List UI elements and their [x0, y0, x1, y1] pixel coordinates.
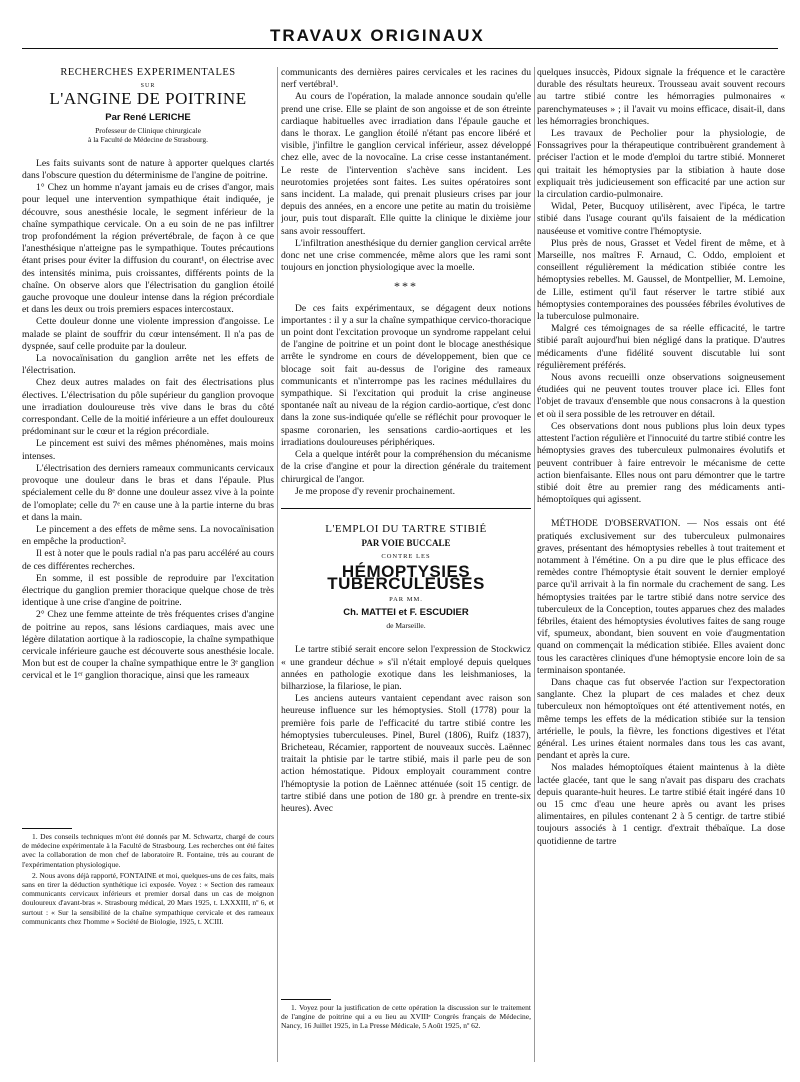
method-paragraph: [537, 518, 785, 677]
article2-title-line: L'EMPLOI DU TARTRE STIBIÉ: [325, 522, 487, 535]
paragraph: Au cours de l'opération, la malade annonce soudain qu'elle prend une crise. Elle se plaint de son angoisse et de son étreinte cardiaque habituelles avec irradiation dans l'épaule gauche et dans le thorax. Le ganglion étoilé n'étant pas encore libéré et visible, j'infiltre le ganglion cervical inférieur, assez développé chez elle, avec de la novocaïne. La crise cesse instantanément. Le reste de l'intervention s'achève sans incident. Les neurotomies projetées sont faites. Les suites opératoires sont sans incident. La malade, qui prenait plusieurs crises par jour depuis des années, en a encore une petite au matin du troisième jour, puis tout disparaît. Elle quitte la clinique le dixième jour sans avoir ressouffert.: [281, 91, 531, 237]
method-text: — Nos essais ont été pratiqués exclusivement sur des tuberculeux pulmonaires graves, présentant des hémoptysies rebelles à tout traitement et notamment à l'émétine. On a pu dire que le plus efficace des remèdes contre l'hémoptysie était souvent le dernier employé parce qu'il arrivait à la fin normale du crachement de sang. Les hémoptysies traitées par le tartre stibié dans notre service des tuberculeux de la Conception, toutes apparues chez des malades fébriles, étaient des hémoptysies évolutives faites de sang rouge vif, spumeux, abondant, bien souvent en voie d'augmentation quand on commençait la médication stibiée. Elles avaient donc tous les caractères cliniques d'une hémoptysie encore loin de sa terminaison spontanée.: [537, 518, 785, 676]
paragraph: Cela a quelque intérêt pour la compréhension du mécanisme de la crise d'angine et pour la direction générale du traitement chirurgical de l'angor.: [281, 449, 531, 485]
paragraph: quelques insuccès, Pidoux signale la fréquence et le caractère durable des résultats heureux. Trousseau avait souvent recours au tartre stibié contre les hémorragies pulmonaires « parenchymateuses » ; il l'avait vu moins efficace, disait-il, dans les hémorragies bronchiques.: [537, 67, 785, 127]
column-divider: [534, 67, 535, 1062]
paragraph: Cette douleur donne une violente impression d'angoisse. Le malade se plaint de souffrir du cœur intensément. Il n'a pas de dyspnée, sauf celle produite par la douleur.: [22, 316, 274, 352]
article2-par: PAR MM.: [389, 595, 423, 603]
article-separator: [281, 508, 531, 509]
footnote: 1. Des conseils techniques m'ont été donnés par M. Schwartz, chargé de cours de médecine expérimentale à la Faculté de Strasbourg. Les recherches ont été faites avec la collaboration de mon chef de laboratoire R. Fontaine, très au courant de l'expérimentation physiologique.: [22, 832, 274, 869]
column-divider: [277, 67, 278, 1062]
paragraph: Nos malades hémoptoïques étaient maintenus à la diète lactée glacée, tant que le sang n'avait pas disparu des crachats depuis quarante-huit heures. Le tartre stibié était ingéré dans 10 ou 15 cmc d'eau une heure après ou avant les prises alimentaires, en pilules contenant 2 à 5 centigr. de tartre stibié toujours associés à 1 centigr. d'extrait thébaïque. La dose quotidienne de tartre: [537, 762, 785, 847]
paragraph: Les faits suivants sont de nature à apporter quelques clartés dans l'obscure question du déterminisme de l'angine de poitrine.: [22, 157, 274, 182]
paragraph: Les anciens auteurs vantaient cependant avec raison son heureuse influence sur les hémoptysies. Stoll (1778) pour la première fois parle de l'efficacité du tartre stibié contre les hémoptysies tuberculeuses. Pinel, Burel (1806), Ruifz (1837), Bricheteau, Récamier, rapportent de nouveaux succès. Laënnec traitait la phtisie par le tartre stibié, mais il parle peu de son action hémostatique. Pidoux employait couramment contre l'hémoptysie la potion de Laënnec atténuée (soit 15 centigr. de tartre stibié dans une potion de 180 gr. à prendre en trente-six heures). Avec: [281, 693, 531, 814]
footnote: 2. Nous avons déjà rapporté, FONTAINE et moi, quelques-uns de ces faits, mais sans en tirer la déduction synthétique ici exposée. Voyez : « Section des rameaux communicants cervicaux inférieurs et premier dorsal dans un cas de moignon douloureux d'avant-bras ». Strasbourg médical, 20 Mars 1925, t. LXXXIII, nº 6, et surtout : « Sur la sensibilité de la chaîne sympathique cervicale et des rameaux communicants chez l'homme » Société de Biologie, 1925, t. XCIII.: [22, 870, 274, 926]
paragraph: Nous avons recueilli onze observations soigneusement étudiées qui ne peuvent toutes trouver place ici. Elles font l'objet de travaux d'ensemble que nous consacrons à la question et où il sera possible de les retrouver en détail.: [537, 372, 785, 420]
article1-title: L'ANGINE DE POITRINE: [49, 89, 247, 109]
paragraph: L'électrisation des derniers rameaux communicants cervicaux provoque une douleur dans le bras et dans l'épaule. Plus spécialement celle du 8ᵉ donne une douleur assez vive à la pointe de l'omoplate; celle du 7ᵉ en cause une à la partie interne du bras et dans la main.: [22, 462, 274, 523]
article2-title: HÉMOPTYSIES TUBERCULEUSES: [327, 561, 485, 593]
paragraph: En somme, il est possible de reproduire par l'excitation électrique du ganglion premier thoracique quelque chose de très identique à une crise d'angine de poitrine.: [22, 572, 274, 609]
paragraph: 1° Chez un homme n'ayant jamais eu de crises d'angor, mais pour lequel une intervention sympathique était indiquée, je découvre, sous anesthésie locale, le segment inférieur de la chaîne sympathique cervicale. On a eu soin de ne pas infiltrer trop profondément la région prévertébrale, de façon à ce que l'anesthésique n'atteigne pas le sympathique. Toutes précautions étant prises pour éviter la diffusion du courant¹, on électrise avec des intensités minima, puis croissantes, différents points de la chaîne. On observe alors que l'électrisation du ganglion étoilé gauche provoque une douleur intense dans la région précordiale et dans les deux ou trois premiers espaces intercostaux.: [22, 182, 274, 316]
paragraph: Il est à noter que le pouls radial n'a pas paru accéléré au cours de ces différentes recherches.: [22, 548, 274, 572]
article2-title-line: PAR VOIE BUCCALE: [361, 538, 451, 549]
footnotes-col2: [281, 1003, 531, 1033]
paragraph: Dans chaque cas fut observée l'action sur l'expectoration sanglante. Chez la plupart de ces malades et chez deux tuberculeux non hémoptoïques ont été attentivement notés, en même temps les effets de la médication stibiée sur la tension artérielle, le pouls, la fièvre, les fonctions digestives et l'état général. Les urines étaient normales dans tous les cas avant, pendant et après la cure.: [537, 676, 785, 762]
paragraph: Le pincement a des effets de même sens. La novocaïnisation en empêche la production².: [22, 523, 274, 548]
footnote-rule: [281, 999, 331, 1000]
paragraph: Plus près de nous, Grasset et Vedel firent de même, et à Marseille, nos maîtres F. Arnaud, C. Oddo, emploient et conseillent régulièrement la médication stibiée contre les hémoptysies rebelles. M. Gaussel, de Montpellier, M. Lemoine, de Lille, estiment qu'il faut réserver le tartre stibié aux hémoptysies contemporaines des poussées fébriles évolutives de la tuberculose pulmonaire.: [537, 237, 785, 323]
column-2: [281, 67, 531, 1075]
method-label: MÉTHODE D'OBSERVATION.: [551, 518, 681, 530]
paragraph: Le tartre stibié serait encore selon l'expression de Stockwicz « une grandeur déchue » s'il n'était employé depuis quelques années en pathologie exotique dans les leishmanioses, la bilharziose, la filariose, le pian.: [281, 644, 531, 692]
paragraph: communicants des dernières paires cervicales et les racines du nerf vertébral¹.: [281, 67, 531, 91]
footnote: 1. Voyez pour la justification de cette opération la discussion sur le traitement de l'angine de poitrine qui a eu lieu au XVIIIᵉ Congrès français de Médecine, Nancy, 16 Juillet 1925, in La Presse Médicale, 5 Août 1925, nº 62.: [281, 1003, 531, 1031]
article1-kicker: RECHERCHES EXPÉRIMENTALES: [60, 67, 236, 78]
column-3: [537, 67, 785, 1075]
header-rule: [22, 48, 778, 49]
footnote-rule: [22, 828, 72, 829]
article1-affiliation: Professeur de Clinique chirurgicale: [95, 125, 201, 135]
article2-contre: CONTRE LES: [381, 553, 431, 561]
article1-sur: SUR: [140, 83, 156, 90]
paragraph: L'infiltration anesthésique du dernier ganglion cervical arrête donc net une crise commencée, même alors que les rami sont toujours en jonction physiologique avec la moelle.: [281, 237, 531, 274]
footnotes: [22, 832, 274, 928]
paragraph: Malgré ces témoignages de sa réelle efficacité, le tartre stibié paraît aujourd'hui bien négligé dans la pratique. D'autres médicaments d'une fidélité souvent discutable lui sont régulièrement préférés.: [537, 323, 785, 371]
page-header: [0, 26, 800, 48]
section-stars: ***: [394, 279, 418, 294]
paragraph: Ces observations dont nous publions plus loin deux types attestent l'action régulière et l'innocuité du tartre stibié contre les hémoptysies graves des tuberculeux pulmonaires évolutifs et peuvent contribuer à faire entrevoir le mécanisme de cette action bienfaisante. Elles nous ont paru démontrer que le tartre stibié doit être au premier rang des médicaments anti-hémoptoïques qui agissent.: [537, 420, 785, 506]
article1-byline: Par René LERICHE: [105, 111, 191, 123]
paragraph: Les travaux de Pecholier pour la physiologie, de Fonssagrives pour la thérapeutique contribuèrent grandement à préciser l'action et le mode d'emploi du tartre stibié. Monneret qui traitait les hémoptysies par la stibiation à haute dose expliquait très judicieusement son efficacité par une action sur la circulation cardio-pulmonaire.: [537, 128, 785, 201]
paragraph: La novocaïnisation du ganglion arrête net les effets de l'électrisation.: [22, 353, 274, 377]
paragraph: De ces faits expérimentaux, se dégagent deux notions importantes : il y a sur la chaîne sympathique cervico-thoracique un point dont l'excitation provoque un syndrome rappelant celui de l'angine de poitrine et un point dont le blocage anesthésique arrête le syndrome en cours de développement, bien que ce blocage soit fait au-dessus de l'origine des rameaux communicants et n'interrompe pas les racines médullaires du sympathique. Si l'excitation qui produit la crise angineuse spontanée naît au niveau de la région cardio-aortique, c'est donc dans la zone sus-indiquée qu'elle se réfléchit pour provoquer le spasme coronarien, les sensations cardio-aortiques et les irradiations douloureuses périphériques.: [281, 302, 531, 448]
paragraph: Chez deux autres malades on fait des électrisations plus électives. L'électrisation du pôle supérieur du ganglion provoque une irradiation douloureuse très vive dans le bras du côté correspondant. Celle de la moitié inférieure a un effet douloureux prédominant sur le cœur et la région précordiale.: [22, 377, 274, 438]
paragraph: 2° Chez une femme atteinte de très fréquentes crises d'angine de poitrine au repos, sans lésions cardiaques, mais avec une légère dilatation aortique à la radioscopie, la chaîne sympathique cervicale inférieure gauche est découverte sous anesthésie locale. Mon but est de couper la chaîne sympathique entre le 3ᵉ ganglion cervical et le 1ᵉʳ ganglion thoracique, ainsi que les rameaux: [22, 609, 274, 682]
article1-heading: [22, 67, 274, 144]
paragraph: Je me propose d'y revenir prochainement.: [295, 485, 455, 497]
paragraph: Widal, Peter, Bucquoy utilisèrent, avec l'ipéca, le tartre stibié dans l'usage courant qu'ils faisaient de la médication nauséeuse et vomitive contre l'hémoptysie.: [537, 201, 785, 237]
article2-heading: [281, 523, 531, 630]
paragraph: Le pincement est suivi des mêmes phénomènes, mais moins intenses.: [22, 438, 274, 462]
article1-affiliation: à la Faculté de Médecine de Strasbourg.: [87, 134, 209, 144]
article2-authors: Ch. MATTEI et F. ESCUDIER: [343, 607, 469, 619]
article2-city: de Marseille.: [386, 621, 426, 631]
section-title: TRAVAUX ORIGINAUX: [270, 26, 485, 45]
